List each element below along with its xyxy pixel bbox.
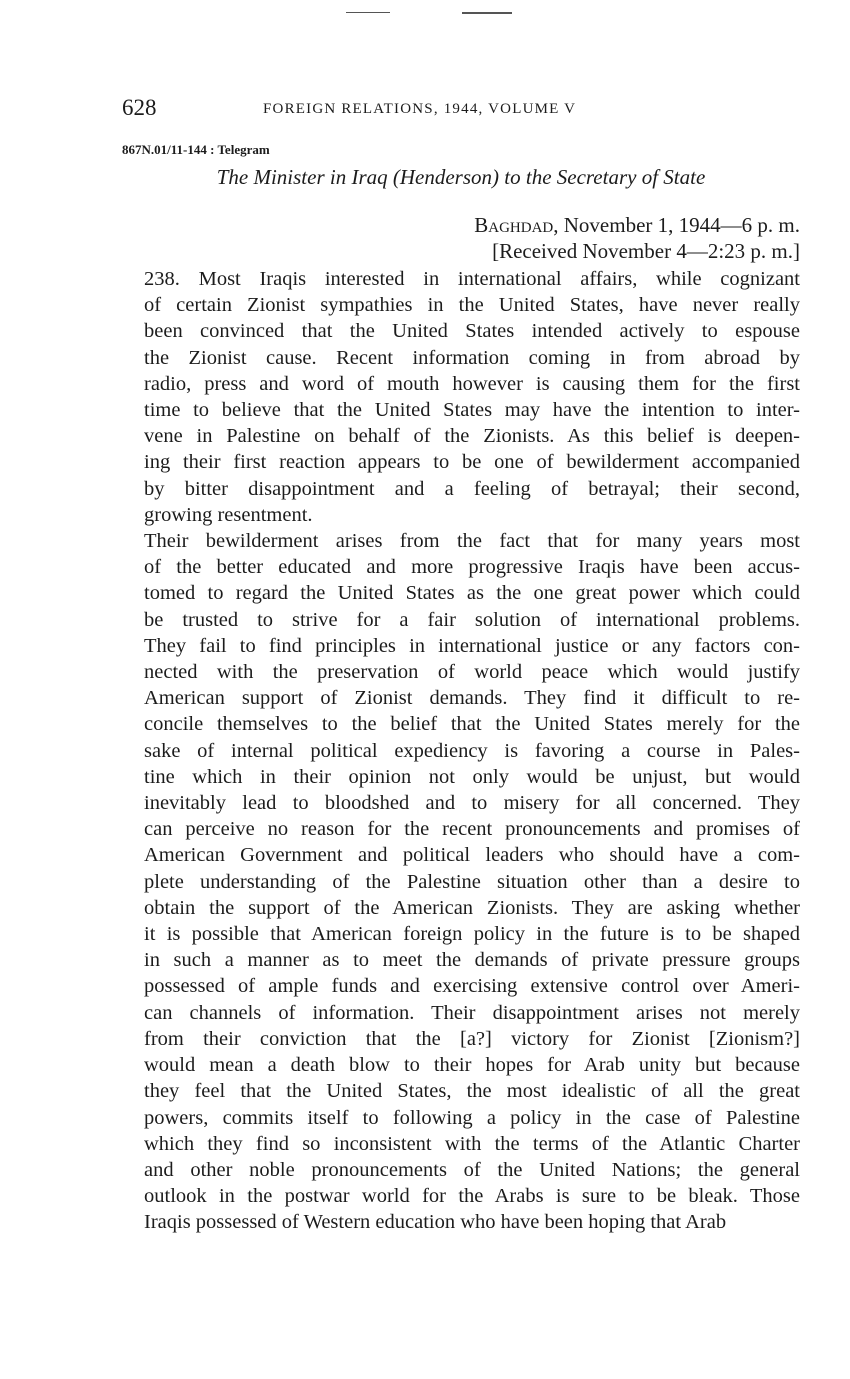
telegram-body — [122, 266, 800, 1236]
paragraph — [122, 266, 800, 528]
text-line: and other noble pronouncements of the United Nations; the general — [144, 1158, 800, 1181]
text-line: sake of internal political expediency is favoring a course in Pales- — [144, 739, 800, 762]
text-line: the Zionist cause. Recent information coming in from abroad by — [144, 346, 800, 369]
text-line: it is possible that American foreign policy in the future is to be shaped — [144, 923, 800, 946]
text-line: 238. Most Iraqis interested in international affairs, while cognizant — [144, 268, 800, 290]
volume-title: FOREIGN RELATIONS, 1944, VOLUME V — [263, 101, 577, 117]
text-line: of certain Zionist sympathies in the United States, have never really — [144, 294, 800, 317]
dateline — [474, 212, 800, 264]
top-rule-left — [346, 12, 390, 13]
dateline-received: [Received November 4—2:23 p. m.] — [492, 239, 800, 263]
text-line: plete understanding of the Palestine situation other than a desire to — [144, 870, 800, 893]
text-line: Iraqis possessed of Western education who have been hoping that Arab — [144, 1211, 727, 1234]
text-line: nected with the preservation of world peace which would justify — [144, 661, 800, 684]
running-head — [122, 94, 800, 124]
text-line: of the better educated and more progressive Iraqis have been accus- — [144, 556, 800, 579]
text-line: by bitter disappointment and a feeling of betrayal; their second, — [144, 477, 800, 500]
dateline-place: Baghdad — [474, 213, 554, 237]
dateline-sent — [474, 212, 800, 238]
text-line: from their conviction that the [a?] victory for Zionist [Zionism?] — [144, 1027, 800, 1050]
text-line: ing their first reaction appears to be one of bewilderment accompanied — [144, 451, 800, 474]
text-line: concile themselves to the belief that the United States merely for the — [144, 713, 800, 736]
text-line: powers, commits itself to following a policy in the case of Palestine — [144, 1106, 800, 1129]
text-line: can channels of information. Their disappointment arises not merely — [144, 1001, 800, 1024]
text-line: be trusted to strive for a fair solution of international problems. — [144, 608, 800, 631]
text-line: been convinced that the United States intended actively to espouse — [144, 320, 800, 343]
text-line: vene in Palestine on behalf of the Zionists. As this belief is deepen- — [144, 425, 800, 448]
document-reference: 867N.01/11-144 : Telegram — [122, 142, 270, 157]
text-line: they feel that the United States, the most idealistic of all the great — [144, 1080, 800, 1103]
text-line: They fail to find principles in international justice or any factors con- — [144, 634, 800, 657]
text-line: American support of Zionist demands. They find it difficult to re- — [144, 687, 800, 710]
paragraph — [122, 528, 800, 1235]
text-line: in such a manner as to meet the demands of private pressure groups — [144, 949, 800, 972]
top-rule-right — [462, 12, 512, 14]
text-line: inevitably lead to bloodshed and to misery for all concerned. They — [144, 792, 800, 815]
page-number: 628 — [122, 95, 157, 120]
text-line: can perceive no reason for the recent pronouncements and promises of — [144, 818, 800, 841]
text-line: obtain the support of the American Zionists. They are asking whether — [144, 896, 800, 919]
text-line: growing resentment. — [144, 503, 313, 526]
dateline-date: , November 1, 1944—6 p. m. — [553, 213, 800, 237]
text-line: which they find so inconsistent with the terms of the Atlantic Charter — [144, 1132, 800, 1155]
text-line: radio, press and word of mouth however is causing them for the first — [144, 372, 800, 395]
text-line: possessed of ample funds and exercising extensive control over Ameri- — [144, 975, 800, 998]
text-line: Their bewilderment arises from the fact that for many years most — [144, 530, 800, 553]
text-line: would mean a death blow to their hopes for Arab unity but because — [144, 1054, 800, 1077]
text-line: tomed to regard the United States as the one great power which could — [144, 582, 800, 605]
text-line: time to believe that the United States may have the intention to inter- — [144, 399, 800, 422]
text-line: outlook in the postwar world for the Arabs is sure to be bleak. Those — [144, 1185, 800, 1208]
text-line: American Government and political leaders who should have a com- — [144, 844, 800, 867]
document-title: The Minister in Iraq (Henderson) to the Secretary of State — [216, 165, 706, 189]
text-line: tine which in their opinion not only would be unjust, but would — [144, 765, 800, 788]
